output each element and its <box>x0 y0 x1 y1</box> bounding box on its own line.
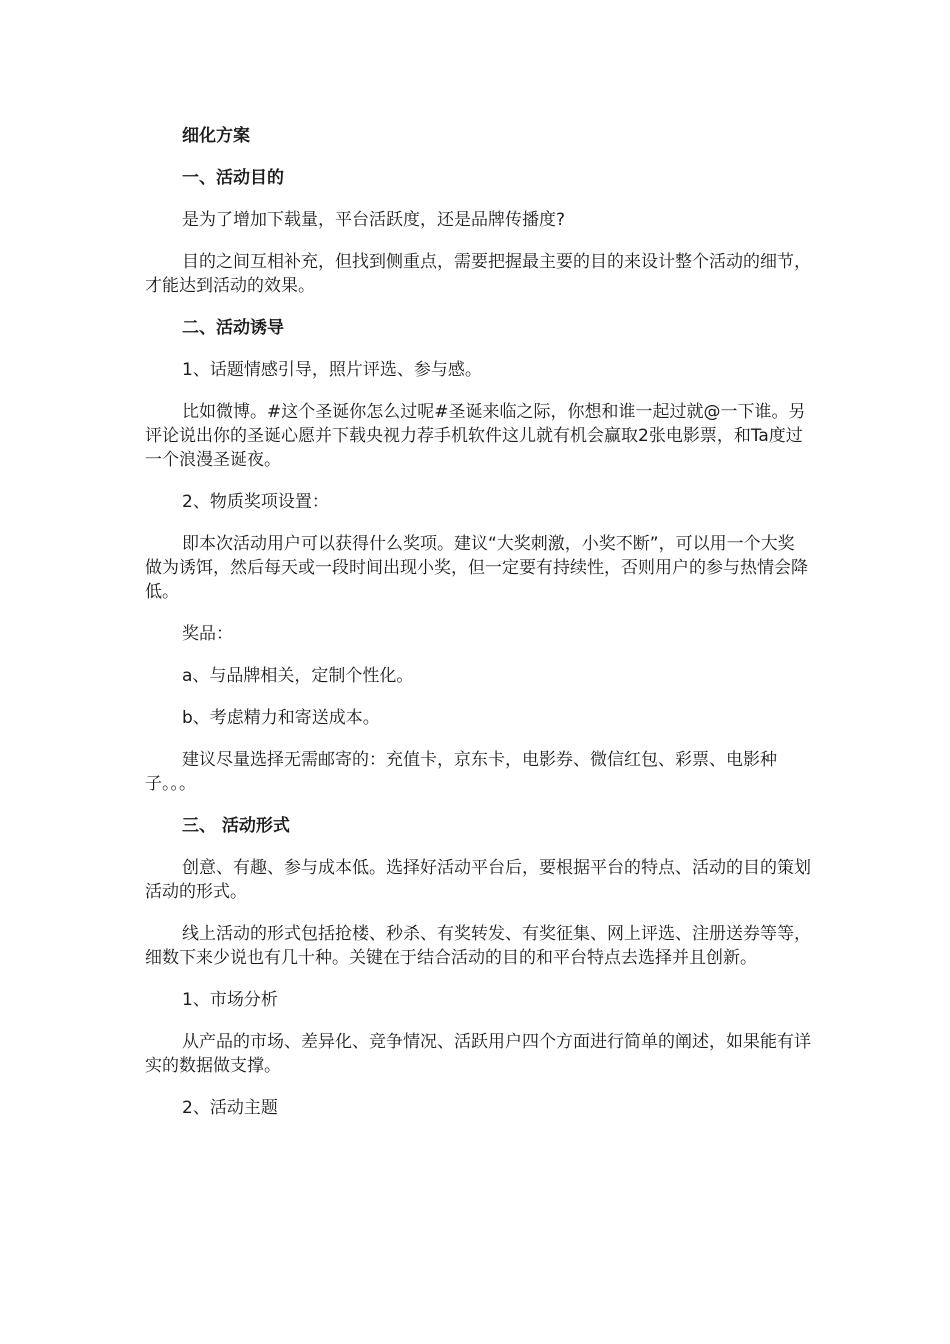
paragraph: 线上活动的形式包括抢楼、秒杀、有奖转发、有奖征集、网上评选、注册送券等等，细数下来少说也有几十种。关键在于结合活动的目的和平台特点去选择并且创新。 <box>145 924 811 968</box>
paragraph: 2、活动主题 <box>182 1098 278 1118</box>
paragraph: 奖品： <box>182 624 233 644</box>
section-heading-format: 三、 活动形式 <box>182 816 290 836</box>
document-page <box>145 124 811 1138</box>
paragraph: 目的之间互相补充，但找到侧重点，需要把握最主要的目的来设计整个活动的细节，才能达到活动的效果。 <box>145 252 811 296</box>
paragraph: 2、物质奖项设置： <box>182 492 329 512</box>
paragraph: 是为了增加下载量，平台活跃度，还是品牌传播度? <box>182 210 566 230</box>
paragraph: 从产品的市场、差异化、竞争情况、活跃用户四个方面进行简单的阐述，如果能有详实的数据做支撑。 <box>145 1032 811 1076</box>
paragraph: 创意、有趣、参与成本低。选择好活动平台后，要根据平台的特点、活动的目的策划活动的形式。 <box>145 858 811 902</box>
section-heading-purpose: 一、活动目的 <box>182 168 284 188</box>
paragraph: 比如微博。#这个圣诞你怎么过呢#圣诞来临之际，你想和谁一起过就@一下谁。另评论说出你的圣诞心愿并下载央视力荐手机软件这儿就有机会赢取2张电影票，和Ta度过一个浪漫圣诞夜。 <box>145 402 806 470</box>
doc-title: 细化方案 <box>182 126 250 146</box>
paragraph: b、考虑精力和寄送成本。 <box>182 708 380 728</box>
paragraph: 即本次活动用户可以获得什么奖项。建议“大奖刺激，小奖不断”，可以用一个大奖做为诱饵，然后每天或一段时间出现小奖，但一定要有持续性，否则用户的参与热情会降低。 <box>145 534 808 602</box>
paragraph: 建议尽量选择无需邮寄的：充值卡，京东卡，电影券、微信红包、彩票、电影种子。。。 <box>145 750 777 794</box>
section-heading-inducement: 二、活动诱导 <box>182 318 284 338</box>
paragraph: 1、市场分析 <box>182 990 278 1010</box>
paragraph: a、与品牌相关，定制个性化。 <box>182 666 414 686</box>
paragraph: 1、话题情感引导，照片评选、参与感。 <box>182 360 482 380</box>
